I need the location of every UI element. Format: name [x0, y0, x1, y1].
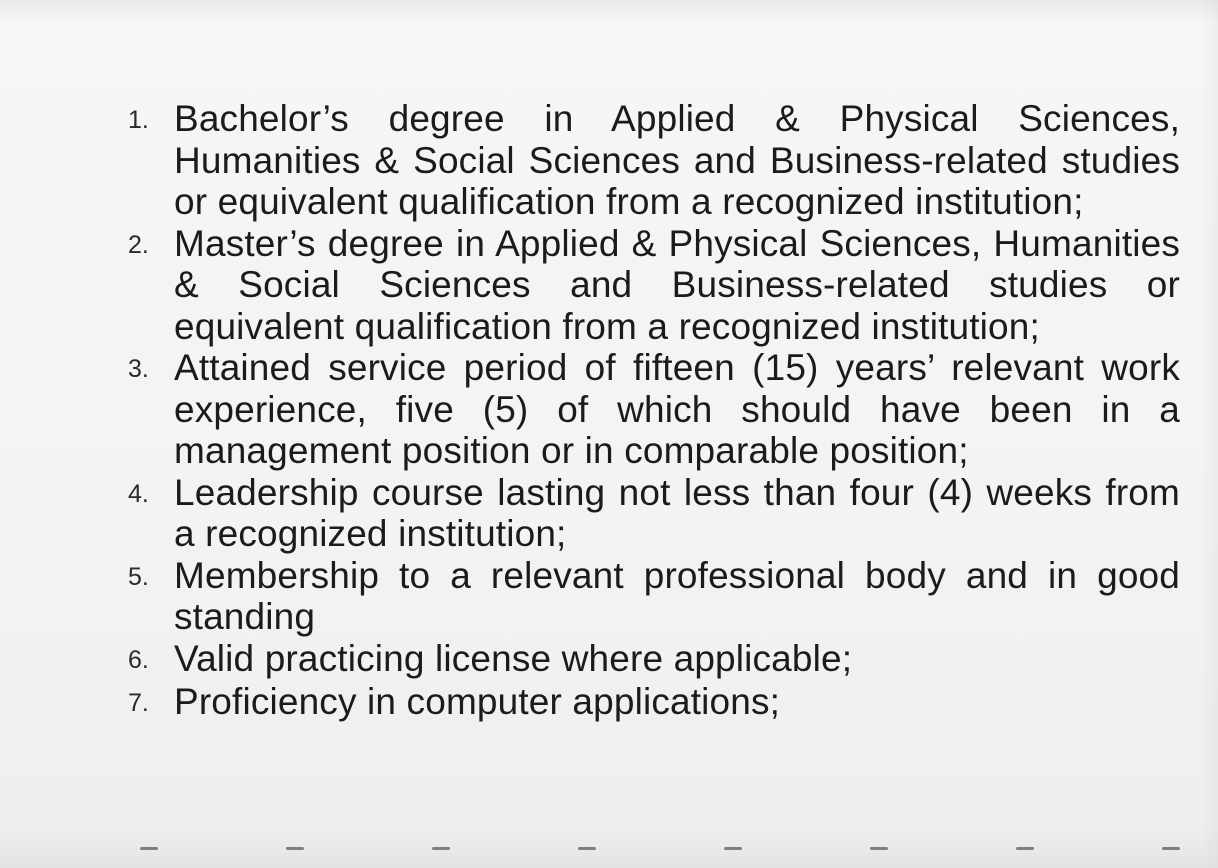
list-item-text: Attained service period of fifteen (15) years’ relevant work experience, five (5) of which should have been in a management position or in comparable position; [174, 347, 1180, 471]
cropped-next-line [140, 840, 1180, 850]
list-item [126, 555, 1180, 638]
list-item-text: Master’s degree in Applied & Physical Sciences, Humanities & Social Sciences and Business-related studies or equivalent qualification from a recognized institution; [174, 222, 1180, 347]
list-item [126, 98, 1180, 223]
list-item [126, 472, 1180, 555]
requirements-list [126, 98, 1180, 725]
list-item [126, 347, 1180, 472]
list-item-text: Proficiency in computer applications; [174, 681, 781, 722]
list-item-text: Valid practicing license where applicable; [174, 637, 853, 679]
list-item [126, 681, 1180, 725]
list-item-number: 2. [128, 230, 149, 259]
list-item [126, 223, 1180, 348]
list-item-text: Bachelor’s degree in Applied & Physical Sciences, Humanities & Social Sciences and Business-related studies or equivalent qualification from a recognized institution; [174, 98, 1180, 222]
page-right-edge [1200, 0, 1218, 868]
list-item-number: 7. [128, 689, 149, 717]
cropped-text-fragment [1162, 847, 1180, 850]
cropped-text-fragment [286, 847, 304, 850]
cropped-text-fragment [432, 847, 450, 850]
list-item-text: Leadership course lasting not less than four (4) weeks from a recognized institution; [174, 471, 1180, 554]
cropped-text-fragment [1016, 847, 1034, 850]
list-item-number: 5. [128, 562, 149, 591]
list-item [126, 638, 1180, 682]
list-item-number: 1. [128, 106, 149, 134]
cropped-text-fragment [724, 847, 742, 850]
top-shadow [0, 0, 1218, 22]
list-item-text: Membership to a relevant professional body and in good standing [174, 554, 1180, 637]
list-item-number: 4. [128, 479, 149, 508]
list-item-number: 3. [128, 355, 149, 383]
list-item-number: 6. [128, 645, 149, 674]
cropped-text-fragment [140, 847, 158, 850]
cropped-text-fragment [578, 847, 596, 850]
cropped-text-fragment [870, 847, 888, 850]
